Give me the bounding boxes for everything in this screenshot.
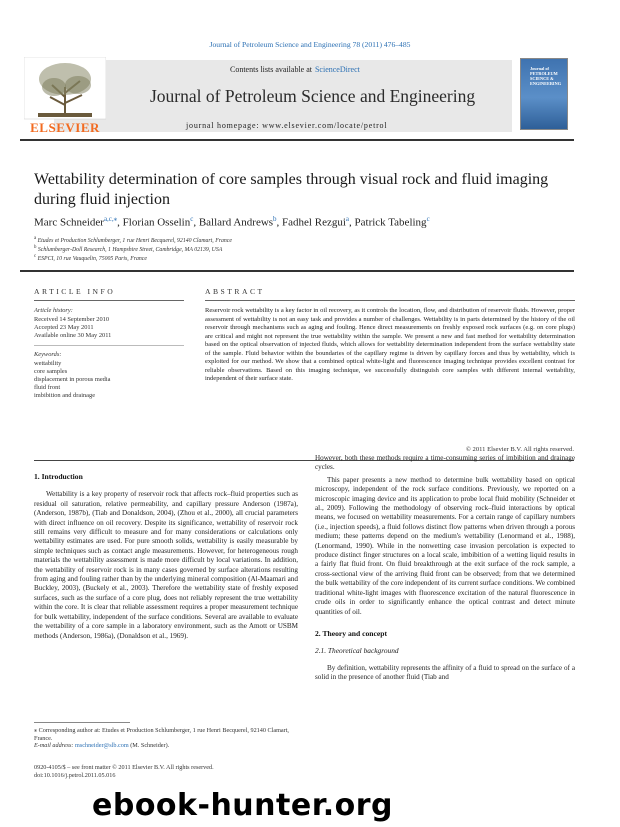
journal-citation[interactable]: Journal of Petroleum Science and Engineering 78 (2011) 476–485 [209,40,411,49]
author-name: Marc Schneider [34,216,104,229]
author-affil-mark[interactable]: a,c,⁎ [103,215,118,223]
author-name: Fadhel Rezgui [282,216,346,229]
journal-cover-text: Journal of PETROLEUM SCIENCE & ENGINEERING [530,66,562,86]
right-paragraph-continued: However, both these methods require a time-consuming series of imbibition and drainage cycles. [315,454,575,472]
elsevier-wordmark: ELSEVIER [30,120,100,135]
footnote-rule [34,722,130,723]
affiliation-c: $^c$ ESPCI, 10 rue Vauquelin, 75005 Paris, France [34,254,147,262]
email-suffix: (M. Schneider). [130,742,170,750]
history-received: Received 14 September 2010 [34,316,110,323]
history-accepted: Accepted 23 May 2011 [34,324,94,331]
article-info-heading: ARTICLE INFO [34,287,116,296]
intro-paragraph: Wettability is a key property of reservoir rock that affects rock–fluid properties such as residual oil saturation, relative permeability, and capillary pressure Anderson (1987a), (Anderson, 1987b), (Tiab and Donaldson, 2004), (Zhou et al., 2000), all crucial parameters with direct influence on oil recovery. Despite its significance, wettability of reservoir rock still remains very difficult to measure and for many considerations or calculations only wettability estimates are used. For pure smooth solids, wettability is easily measurable by simple techniques such as contact angle measurements. However, for heterogeneous rough materials the wettability assessment is made more difficult by local variations. In addition, the wettability of reservoir rock is in many cases governed by surface alterations resulting from aging and fouling rather than by the underlying mineral composition (Al-Maamari and Buckley, 2003), (Buckely et al., 2003). Therefore the wettability state of freshly exposed surfaces, such as the surface of a core plug, does not reliably represent the true wettability within the core. It is clear that reliable assessment requires a proper measurement technique for bulk wettability, independent of the surface conditions. Several are available to evaluate the wettability of a core sample in a laboratory environment, such as the Amott or USBM methods (Anderson, 1986a), (Donaldson et al., 1969). [34,490,298,640]
keyword: core samples [34,368,68,375]
front-matter-line: 0920-4105/$ – see front matter © 2011 Elsevier B.V. All rights reserved. [34,764,214,771]
email-label: E-mail address: [34,742,74,750]
contents-line [230,65,360,74]
affiliation-a: $^a$ Etudes et Production Schlumberger, 1 rue Henri Becquerel, 92140 Clamart, France [34,236,232,244]
right-column [315,454,575,683]
theory-heading: 2. Theory and concept [315,628,388,638]
email-line [34,742,298,750]
article-history [34,316,111,340]
abstract-rule [205,300,575,301]
keyword: wettability [34,360,62,367]
contents-prefix: Contents lists available at [230,65,312,74]
author-affil-mark[interactable]: b [273,215,277,223]
author-affil-mark[interactable]: c [426,215,430,223]
author-name: Ballard Andrews [198,216,274,229]
theory-subheading: 2.1. Theoretical background [315,646,399,656]
journal-title: Journal of Petroleum Science and Engineering [150,86,476,106]
email-link[interactable]: mschneider@slb.com [75,742,129,750]
left-column [34,472,298,641]
article-title: Wettability determination of core samples through visual rock and fluid imaging during fluid injection [34,171,549,208]
sciencedirect-link[interactable]: ScienceDirect [314,65,360,74]
history-online: Available online 30 May 2011 [34,332,112,339]
watermark-text: ebook-hunter.org [92,788,393,823]
header-rule [20,139,574,141]
author-affil-mark[interactable]: a [345,215,350,223]
keywords-rule [34,345,184,346]
corresponding-author-note: ⁎ Corresponding author at: Etudes et Production Schlumberger, 1 rue Henri Becquerel, 92140 Clamart, France. [34,727,289,742]
keyword-list [34,360,111,400]
article-history-label: Article history: [34,307,73,314]
affiliation-b: $^b$ Schlumberger-Doll Research, 1 Hampshire Street, Cambridge, MA 02139, USA [34,245,223,253]
article-info-rule [34,300,184,301]
abstract-copyright: © 2011 Elsevier B.V. All rights reserved. [465,446,574,453]
keyword: fluid front [34,384,61,391]
doi[interactable]: doi:10.1016/j.petrol.2011.05.016 [34,771,116,779]
keyword: imbibition and drainage [34,392,96,399]
intro-heading: 1. Introduction [34,472,83,481]
affiliation-rule [20,270,574,272]
keywords-label: Keywords: [34,351,62,358]
author-name: Patrick Tabeling [354,216,427,229]
abstract-heading: ABSTRACT [205,287,265,296]
author-list: Marc Schneider$^{a,c,⁎}$, Florian Osselin$^c$, Ballard Andrews$^b$, Fadhel Rezgui$^a$, Patrick Tabeling$^c$ [34,215,430,229]
journal-homepage[interactable]: journal homepage: www.elsevier.com/locate/petrol [186,121,388,130]
right-paragraph: This paper presents a new method to determine bulk wettability based on optical microscopy, independent of the rock surface conditions. Previously, we reported on a microscopic imaging device and its application to probe local fluid mobility (Schneider et al., 2009). Following the methodology of observing rock–fluid interactions by optical means, we focused on wettability measurements. For a certain range of capillary numbers (i.e., injection speeds), a fluid follows distinct flow patterns when driven through a porous medium; these patterns depend on the medium's wettability (Lenormand et al., 1988), (Lenormand, 1990). While in the nonwetting case invasion percolation is expected to produce distinct finger structures on a local scale, imbibition of a wetting liquid results in a fairly flat fluid front. On fluid breakthrough at the exit surface of the rock sample, a cross-sectional view of the arriving fluid front can be observed; from that we determined the bulk wettability of the core independent of its current surface conditions. We combined traditional white-light images with fluorescence excitation of the natural fluorescence in crude oils in order to significantly enhance the optical contrast and detect minute quantities of oil. [315,475,575,616]
front-matter [34,764,334,779]
author-name: Florian Osselin [122,216,191,229]
theory-paragraph: By definition, wettability represents the affinity of a fluid to spread on the surface of a solid in the presence of another fluid (Tiab and [315,663,575,682]
keyword: displacement in porous media [34,376,111,383]
author-affil-mark[interactable]: c [190,215,194,223]
footnotes [34,727,298,750]
abstract-text: Reservoir rock wettability is a key factor in oil recovery, as it controls the location, flow, and distribution of reservoir fluids. However, proper assessment of wettability is not an easy task and provides a number of challenges. Wettability is in parts determined by the history of the oil reservoir through mechanisms such as aging and fouling. Hence direct measurements on freshly exposed rock surfaces (e.g. on core plugs) are critical and might not represent the true wettability within the sample. We present a new and fast method for wettability determination based on the optical observation of injected fluids, which allows for wettability determination independent from the surface wettability state of the sample. Fluid behavior within the boundaries of the capillary regime is driven by capillary forces and thus by wettability, which is exploited for our method. We show that a combined optical white-light and fluorescence imaging technique provides excellent contrast for reliable observations. Based on this imaging technique, we successfully distinguish core samples with different internal wettability, independent of their surface state. [205,307,575,383]
